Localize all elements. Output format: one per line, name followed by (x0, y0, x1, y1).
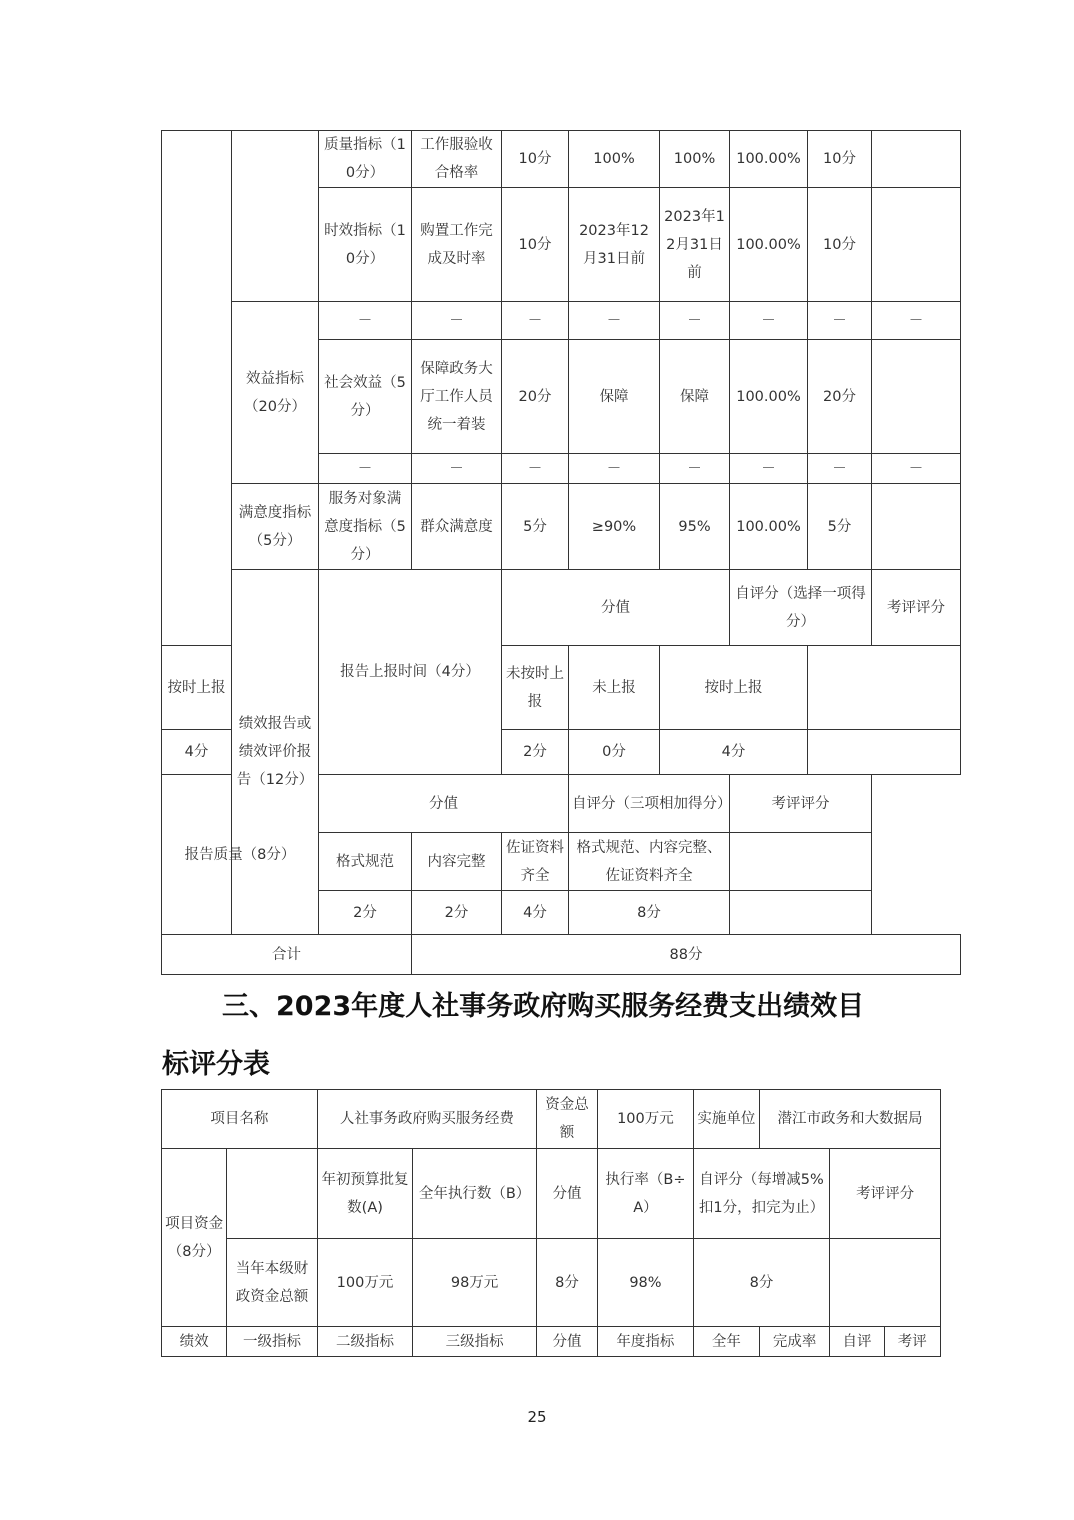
dash: － (319, 302, 412, 340)
bottom-header-cell: 分值 (536, 1327, 597, 1357)
review-value (830, 1239, 941, 1327)
rate-header: 执行率（B÷A） (598, 1149, 693, 1239)
satisfaction-actual: 95% (660, 484, 730, 570)
evidence-item: 佐证资料齐全 (502, 833, 569, 891)
format-score: 2分 (319, 891, 412, 935)
not-reported-option: 未上报 (569, 646, 660, 730)
dash: － (412, 302, 502, 340)
bottom-header-cell: 考评 (884, 1327, 940, 1357)
dash: － (730, 454, 808, 484)
section-heading-line2: 标评分表 (162, 1049, 270, 1080)
content-score: 2分 (412, 891, 502, 935)
report-time-value-header: 分值 (502, 570, 730, 646)
dash: － (872, 454, 961, 484)
quality-score: 10分 (502, 131, 569, 188)
all-three-item: 格式规范、内容完整、佐证资料齐全 (569, 833, 730, 891)
satisfaction-l4: 群众满意度 (412, 484, 502, 570)
self-header: 自评分（每增减5%扣1分，扣完为止） (693, 1149, 830, 1239)
fund-row-label: 当年本级财政资金总额 (227, 1239, 317, 1327)
benefit-review (872, 340, 961, 454)
satisfaction-score: 5分 (502, 484, 569, 570)
benefit-l4: 保障政务大厅工作人员统一着装 (412, 340, 502, 454)
unit-label: 实施单位 (693, 1090, 759, 1149)
exec-header: 全年执行数（B） (413, 1149, 537, 1239)
bottom-header-cell: 完成率 (760, 1327, 830, 1357)
late-option: 未按时上报 (502, 646, 569, 730)
bottom-header-cell: 三级指标 (413, 1327, 537, 1357)
dash: － (412, 454, 502, 484)
rate-value: 98% (598, 1239, 693, 1327)
exec-value: 98万元 (413, 1239, 537, 1327)
benefit-l2: 效益指标（20分） (232, 302, 319, 484)
dash: － (502, 454, 569, 484)
report-quality-review-header: 考评评分 (730, 775, 872, 833)
late-score: 2分 (502, 730, 569, 775)
evidence-score: 4分 (502, 891, 569, 935)
format-item: 格式规范 (319, 833, 412, 891)
satisfaction-l3: 服务对象满意度指标（5分） (319, 484, 412, 570)
benefit-l3: 社会效益（5分） (319, 340, 412, 454)
fund-blank (227, 1149, 317, 1239)
quality-l3: 质量指标（10分） (319, 131, 412, 188)
budget-header: 年初预算批复数(A) (317, 1149, 412, 1239)
dash: － (730, 302, 808, 340)
satisfaction-review (872, 484, 961, 570)
review-header: 考评评分 (830, 1149, 941, 1239)
benefit-self: 20分 (808, 340, 872, 454)
fund-section-label: 项目资金（8分） (162, 1149, 227, 1327)
performance-score-table-continued (161, 130, 961, 975)
benefit-score: 20分 (502, 340, 569, 454)
bottom-header-cell: 二级指标 (317, 1327, 412, 1357)
time-review-cell (808, 646, 961, 730)
report-section-label: 绩效报告或绩效评价报告（12分） (232, 570, 319, 935)
project-name: 人社事务政府购买服务经费 (317, 1090, 536, 1149)
dash: － (660, 302, 730, 340)
bottom-header-cell: 全年 (693, 1327, 759, 1357)
score-value: 8分 (536, 1239, 597, 1327)
quality-actual: 100% (660, 131, 730, 188)
quality-rate: 100.00% (730, 131, 808, 188)
fund-total: 100万元 (598, 1090, 693, 1149)
report-quality-value-header: 分值 (319, 775, 569, 833)
satisfaction-target: ≥90% (569, 484, 660, 570)
chosen-time-option: 按时上报 (660, 646, 808, 730)
project-name-label: 项目名称 (162, 1090, 318, 1149)
budget-value: 100万元 (317, 1239, 412, 1327)
section-heading-line1: 三、2023年度人社事务政府购买服务经费支出绩效目 (222, 991, 865, 1022)
hr-service-score-table (161, 1089, 941, 1357)
not-reported-score: 0分 (569, 730, 660, 775)
dash: － (502, 302, 569, 340)
dash: － (569, 302, 660, 340)
total-label: 合计 (162, 935, 412, 975)
time-review-score (808, 730, 961, 775)
quality-review-cell (730, 833, 872, 891)
self-value: 8分 (693, 1239, 830, 1327)
timeliness-actual: 2023年12月31日前 (660, 188, 730, 302)
dash: － (808, 302, 872, 340)
benefit-actual: 保障 (660, 340, 730, 454)
quality-target: 100% (569, 131, 660, 188)
timeliness-l3: 时效指标（10分） (319, 188, 412, 302)
quality-self: 10分 (808, 131, 872, 188)
bottom-header-cell: 自评 (830, 1327, 884, 1357)
bottom-header-cell: 绩效 (162, 1327, 227, 1357)
time-self-score: 4分 (660, 730, 808, 775)
benefit-rate: 100.00% (730, 340, 808, 454)
dash: － (569, 454, 660, 484)
report-time-label: 报告上报时间（4分） (319, 570, 502, 775)
bottom-header-cell: 年度指标 (598, 1327, 693, 1357)
benefit-target: 保障 (569, 340, 660, 454)
dash: － (808, 454, 872, 484)
report-quality-label: 报告质量（8分） (162, 775, 319, 935)
timeliness-target: 2023年12月31日前 (569, 188, 660, 302)
timeliness-rate: 100.00% (730, 188, 808, 302)
quality-review-score (730, 891, 872, 935)
satisfaction-l2: 满意度指标（5分） (232, 484, 319, 570)
quality-self-score: 8分 (569, 891, 730, 935)
level1-cell (162, 131, 232, 646)
timeliness-score: 10分 (502, 188, 569, 302)
dash: － (872, 302, 961, 340)
timeliness-l4: 购置工作完成及时率 (412, 188, 502, 302)
bottom-header-cell: 一级指标 (227, 1327, 317, 1357)
fund-total-label: 资金总额 (536, 1090, 597, 1149)
implementing-unit: 潜江市政务和大数据局 (760, 1090, 941, 1149)
page-number: 25 (527, 1408, 547, 1426)
dash: － (319, 454, 412, 484)
dash: － (660, 454, 730, 484)
satisfaction-self: 5分 (808, 484, 872, 570)
timeliness-self: 10分 (808, 188, 872, 302)
quality-l4: 工作服验收合格率 (412, 131, 502, 188)
total-value: 88分 (412, 935, 961, 975)
report-time-review-header: 考评评分 (872, 570, 961, 646)
report-time-self-header: 自评分（选择一项得分） (730, 570, 872, 646)
on-time-option: 按时上报 (162, 646, 232, 730)
score-header: 分值 (536, 1149, 597, 1239)
content-item: 内容完整 (412, 833, 502, 891)
level2-cell (232, 131, 319, 302)
on-time-score: 4分 (162, 730, 232, 775)
quality-review (872, 131, 961, 188)
satisfaction-rate: 100.00% (730, 484, 808, 570)
timeliness-review (872, 188, 961, 302)
report-quality-self-header: 自评分（三项相加得分） (569, 775, 730, 833)
